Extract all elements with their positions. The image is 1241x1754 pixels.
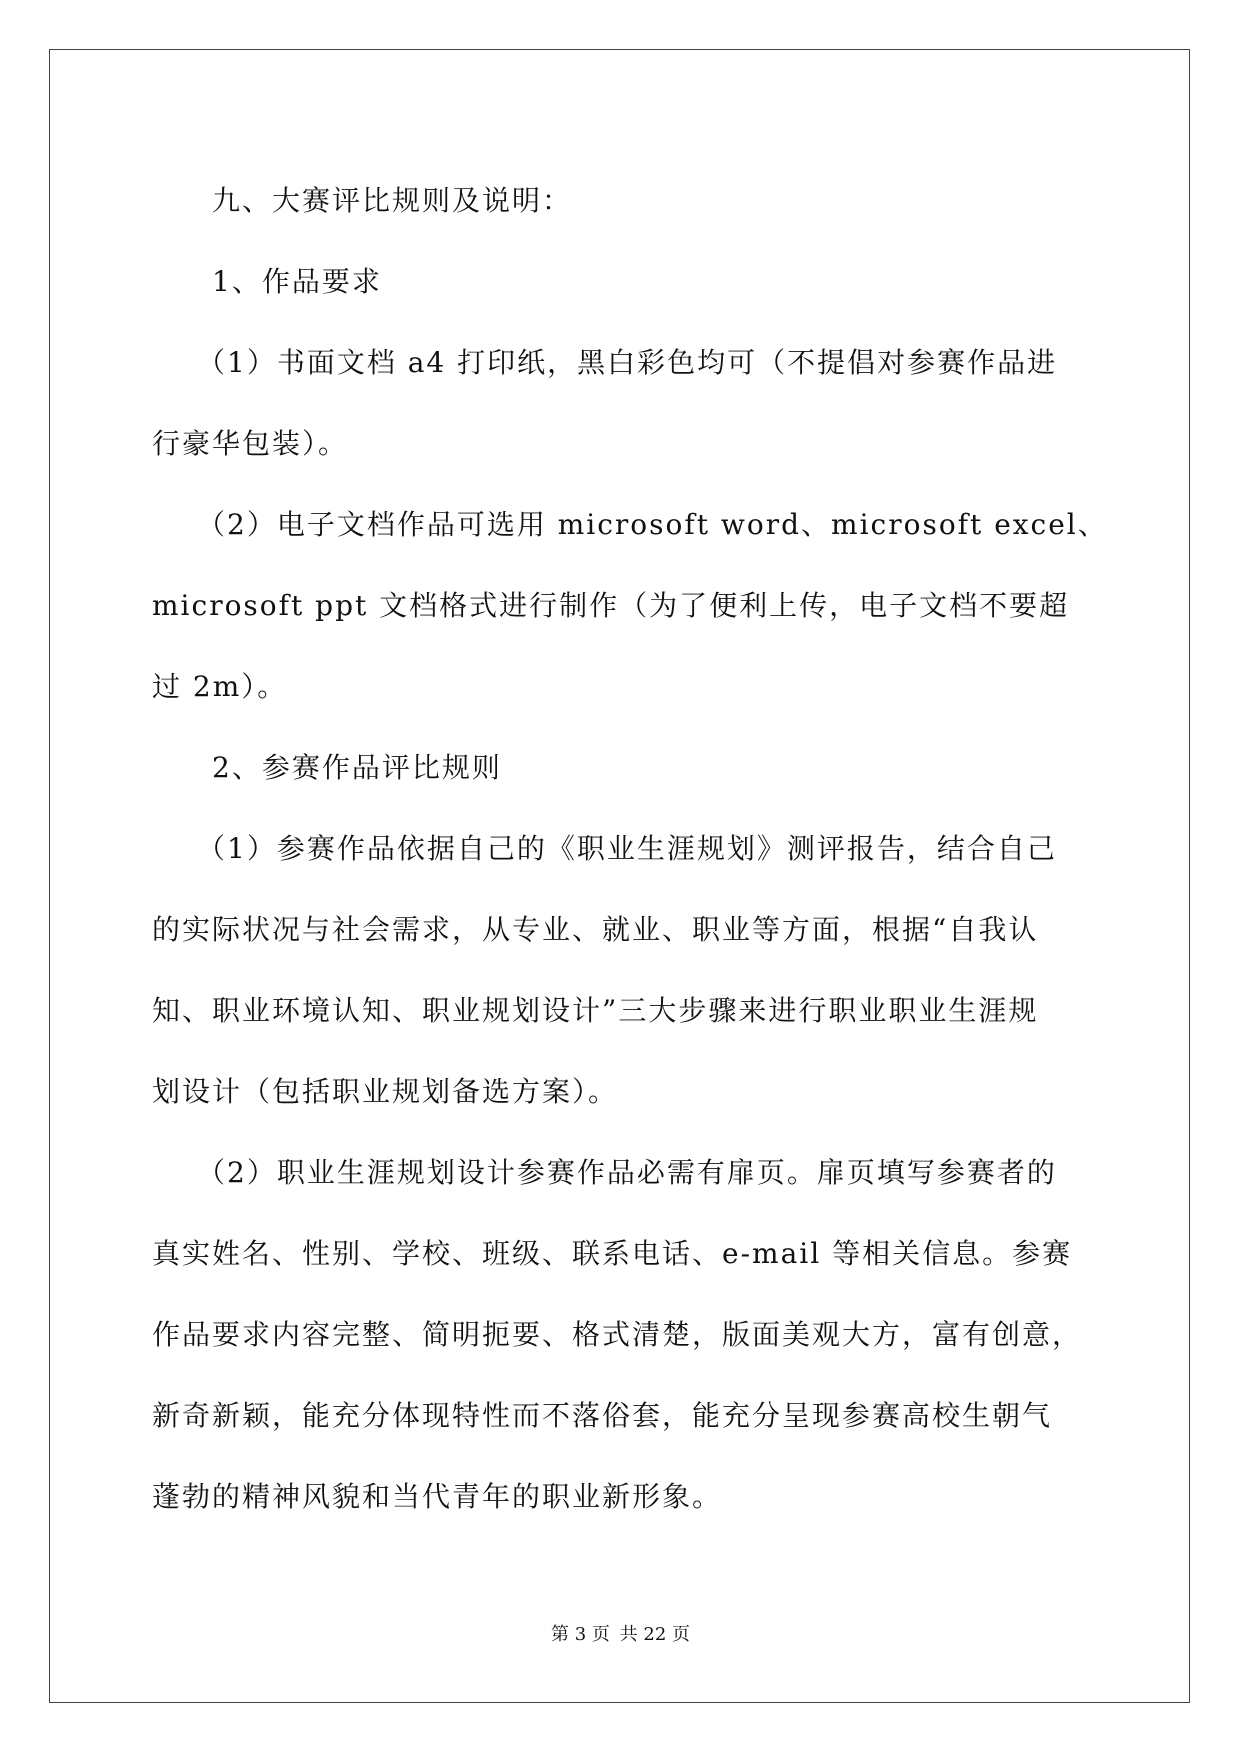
page-number: 第 3 页 <box>551 1624 610 1645</box>
paragraph-line: 知、职业环境认知、职业规划设计”三大步骤来进行职业职业生涯规 <box>152 994 1039 1027</box>
paragraph-line: 划设计（包括职业规划备选方案）。 <box>152 1075 619 1108</box>
paragraph-line: microsoft ppt 文档格式进行制作（为了便利上传，电子文档不要超 <box>152 589 1070 622</box>
paragraph-line: 行豪华包装）。 <box>152 427 349 460</box>
paragraph-line: 的实际状况与社会需求，从专业、就业、职业等方面，根据“自我认 <box>152 913 1039 946</box>
paragraph-line: （1）参赛作品依据自己的《职业生涯规划》测评报告，结合自己 <box>197 832 1057 865</box>
paragraph-line: 真实姓名、性别、学校、班级、联系电话、e-mail 等相关信息。参赛 <box>152 1237 1073 1270</box>
paragraph-line: 蓬勃的精神风貌和当代青年的职业新形象。 <box>152 1480 723 1513</box>
paragraph-line: （2）电子文档作品可选用 microsoft word、microsoft excel、 <box>197 508 1108 541</box>
section-heading: 九、大赛评比规则及说明： <box>212 184 573 217</box>
subsection-heading: 1、作品要求 <box>212 265 382 298</box>
subsection-heading: 2、参赛作品评比规则 <box>212 751 502 784</box>
paragraph-line: （2）职业生涯规划设计参赛作品必需有扉页。扉页填写参赛者的 <box>197 1156 1057 1189</box>
page-total: 共 22 页 <box>619 1624 690 1645</box>
paragraph-line: （1）书面文档 a4 打印纸，黑白彩色均可（不提倡对参赛作品进 <box>197 346 1058 379</box>
paragraph-line: 作品要求内容完整、简明扼要、格式清楚，版面美观大方，富有创意， <box>152 1318 1083 1351</box>
paragraph-line: 过 2m）。 <box>152 670 288 703</box>
document-body <box>152 160 1108 1537</box>
page-footer <box>0 1620 1241 1646</box>
paragraph-line: 新奇新颖，能充分体现特性而不落俗套，能充分呈现参赛高校生朝气 <box>152 1399 1053 1432</box>
